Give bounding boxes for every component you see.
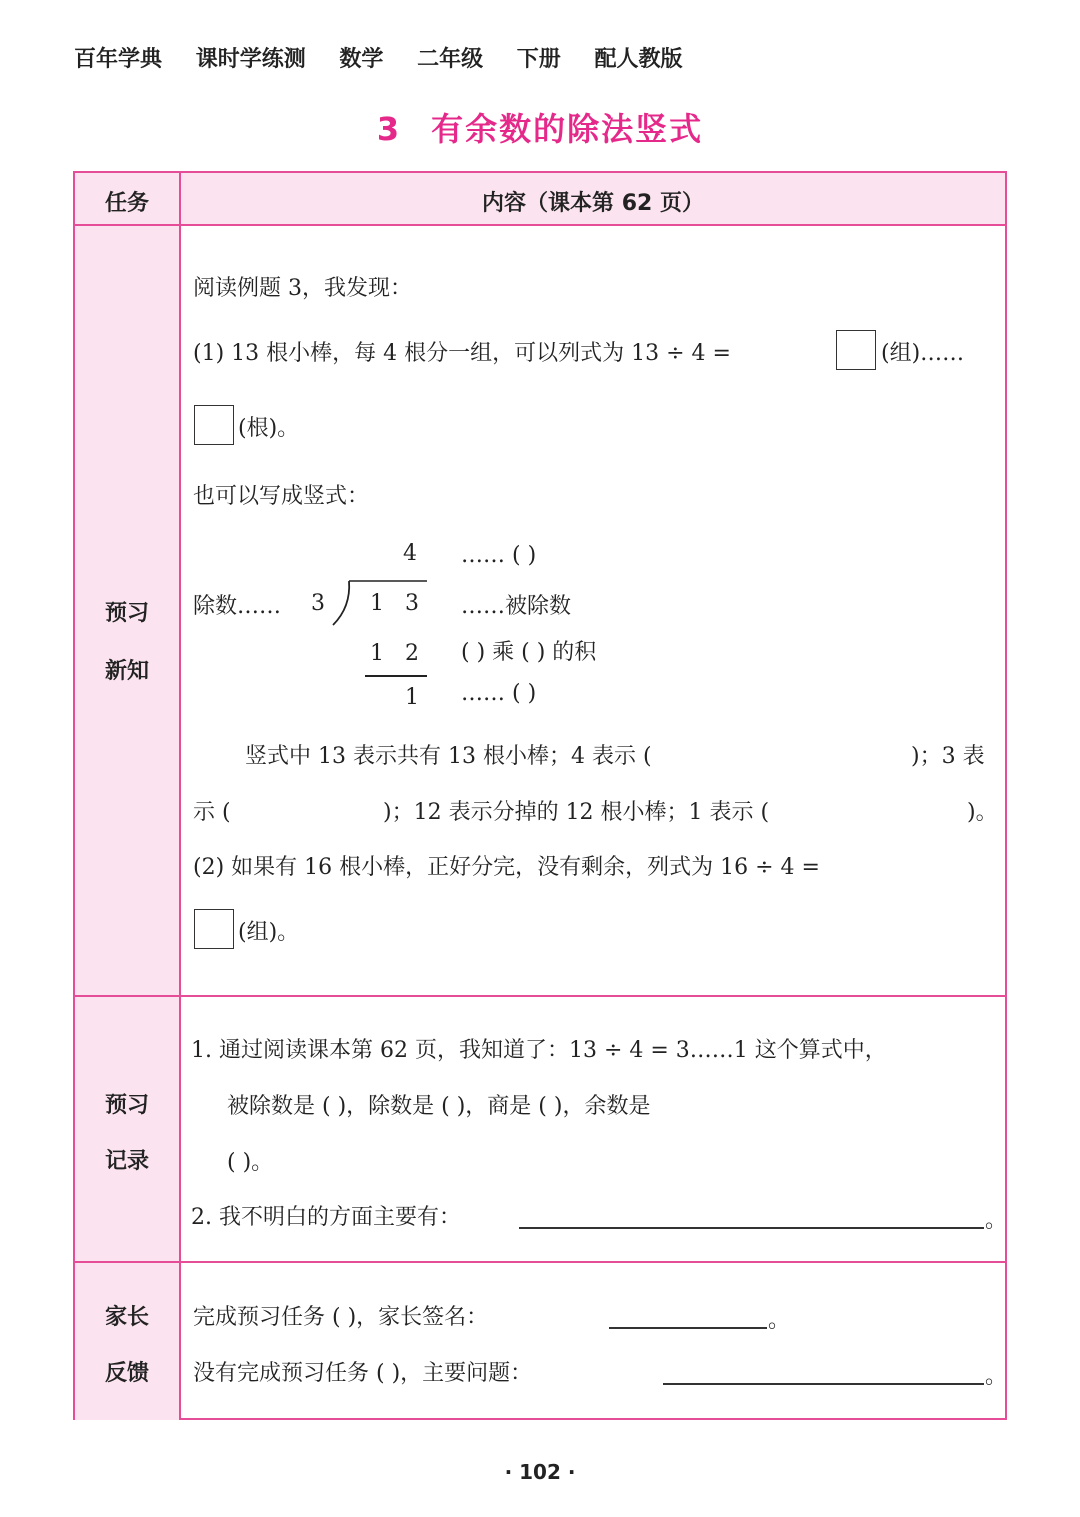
annotation-quotient: …… ( ) — [461, 543, 537, 568]
vertical-divisor: 3 — [311, 591, 325, 616]
question-2-unit: (组)。 — [238, 920, 300, 945]
row-divider — [75, 995, 1005, 997]
explain-line-2: 示 ( — [193, 800, 231, 825]
section-label-preview — [75, 226, 181, 996]
header-item: 二年级 — [417, 47, 484, 72]
record-item-1-line-2: 被除数是 ( )，除数是 ( )，商是 ( )，余数是 — [227, 1094, 651, 1119]
question-1-text: (1) 13 根小棒，每 4 根分一组，可以列式为 13 ÷ 4 = — [193, 341, 731, 366]
header-item: 百年学典 — [74, 47, 163, 72]
section-label: 反馈 — [104, 1361, 149, 1386]
feedback-line-2: 没有完成预习任务 ( )，主要问题： — [193, 1361, 533, 1386]
dividend-digit: 3 — [405, 591, 419, 616]
head-content: 内容（课本第 62 页） — [482, 191, 704, 216]
preview-intro: 阅读例题 3，我发现： — [193, 276, 412, 301]
vertical-quotient: 4 — [403, 541, 417, 566]
section-label-record — [75, 996, 181, 1262]
preview-table — [73, 171, 1007, 1420]
question-2-text: (2) 如果有 16 根小棒，正好分完，没有剩余，列式为 16 ÷ 4 = — [193, 855, 820, 880]
row-divider — [75, 1261, 1005, 1263]
annotation-product: ( ) 乘 ( ) 的积 — [461, 640, 597, 665]
answer-box-remainder[interactable] — [194, 405, 234, 445]
record-item-2-end: 。 — [985, 1208, 1008, 1233]
answer-box-quotient[interactable] — [836, 330, 876, 370]
annotation-remainder: …… ( ) — [461, 681, 537, 706]
page-number: · 102 · — [504, 1460, 576, 1484]
subtraction-line — [365, 675, 427, 677]
vertical-intro: 也可以写成竖式： — [193, 484, 370, 509]
head-task-cell — [75, 173, 181, 226]
question-1-unit-2: (根)。 — [238, 416, 300, 441]
dividend-digit: 1 — [370, 591, 384, 616]
explain-line-2-mid: )；12 表示分掉的 12 根小棒；1 表示 ( — [383, 800, 770, 825]
head-task: 任务 — [104, 191, 149, 216]
record-item-1-line-3: ( )。 — [227, 1150, 274, 1175]
feedback-line-1-end: 。 — [768, 1308, 791, 1333]
vertical-remainder: 1 — [405, 685, 419, 710]
section-label: 家长 — [104, 1305, 149, 1330]
annotation-dividend: ……被除数 — [461, 594, 572, 619]
explain-line-2-end: )。 — [967, 800, 998, 825]
product-digit: 2 — [405, 641, 419, 666]
header-item: 配人教版 — [594, 47, 683, 72]
product-digit: 1 — [370, 641, 384, 666]
header-item: 下册 — [516, 47, 561, 72]
feedback-line-1: 完成预习任务 ( )，家长签名： — [193, 1305, 489, 1330]
divisor-label: 除数…… — [193, 594, 282, 619]
question-1-unit: (组)…… — [881, 341, 965, 366]
lesson-number: 3 — [376, 110, 402, 148]
section-label-feedback — [75, 1262, 181, 1420]
feedback-line-2-end: 。 — [985, 1364, 1008, 1389]
answer-line-questions[interactable] — [519, 1227, 984, 1229]
head-content-cell — [181, 173, 1005, 226]
answer-box-groups[interactable] — [194, 909, 234, 949]
section-label: 新知 — [104, 659, 149, 684]
book-header — [74, 42, 708, 73]
parent-signature-line[interactable] — [609, 1327, 767, 1329]
section-label: 记录 — [104, 1149, 149, 1174]
record-item-1: 1. 通过阅读课本第 62 页，我知道了：13 ÷ 4 = 3……1 这个算式中， — [191, 1038, 887, 1063]
section-label: 预习 — [104, 601, 149, 626]
record-item-2: 2. 我不明白的方面主要有： — [191, 1205, 461, 1230]
section-label: 预习 — [104, 1093, 149, 1118]
explain-line-1: 竖式中 13 表示共有 13 根小棒；4 表示 ( — [245, 744, 652, 769]
explain-line-1-end: )；3 表 — [911, 744, 985, 769]
lesson-title: 有余数的除法竖式 — [431, 110, 704, 148]
header-item: 数学 — [339, 47, 384, 72]
header-item: 课时学练测 — [195, 47, 306, 72]
problem-answer-line[interactable] — [663, 1383, 984, 1385]
page-title — [0, 104, 1080, 150]
